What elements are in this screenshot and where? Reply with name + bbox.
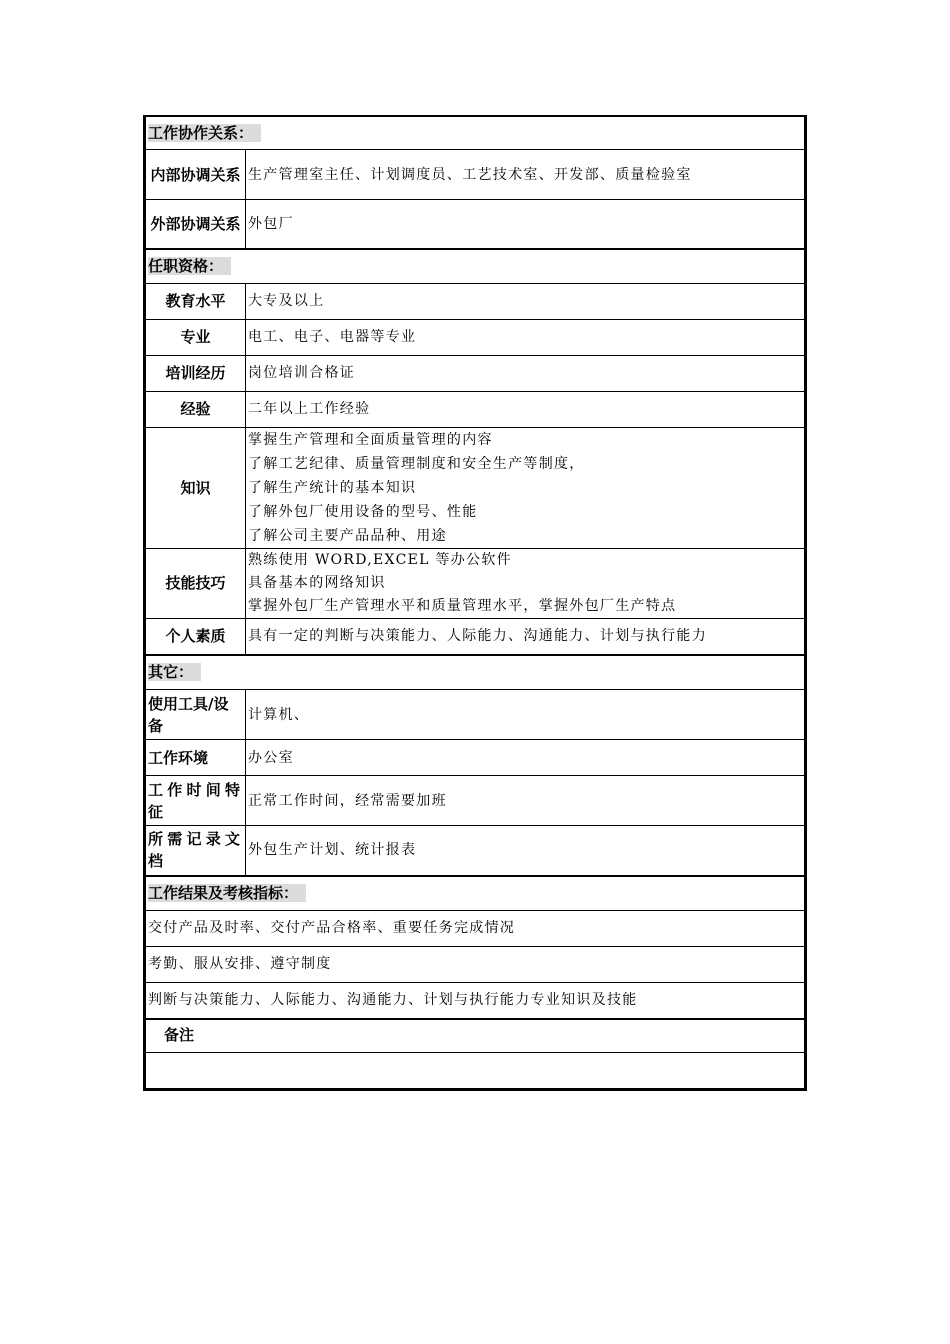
- field-label: 工作时间特征: [146, 776, 246, 826]
- result-row: [146, 982, 805, 1019]
- field-label: 所需记录文档: [146, 826, 246, 876]
- row-work-time: [146, 776, 805, 826]
- result-text: 判断与决策能力、人际能力、沟通能力、计划与执行能力专业知识及技能: [146, 982, 805, 1019]
- notes-row: [146, 1052, 805, 1088]
- field-value: 计算机、: [246, 690, 805, 740]
- knowledge-line: 掌握生产管理和全面质量管理的内容: [248, 431, 493, 448]
- skills-line: 熟练使用 WORD,EXCEL 等办公软件: [248, 551, 512, 568]
- field-label: 培训经历: [146, 355, 246, 391]
- row-skills: [146, 548, 805, 618]
- field-value: 具有一定的判断与决策能力、人际能力、沟通能力、计划与执行能力: [246, 618, 805, 655]
- section-header-results: [146, 876, 805, 911]
- field-label: 技能技巧: [146, 548, 246, 618]
- section-title: 任职资格：: [148, 257, 231, 275]
- field-value: 生产管理室主任、计划调度员、工艺技术室、开发部、质量检验室: [246, 150, 805, 200]
- skills-line: 具备基本的网络知识: [248, 574, 386, 591]
- notes-value: [146, 1052, 805, 1088]
- row-environment: [146, 740, 805, 776]
- row-training: [146, 355, 805, 391]
- field-label: 个人素质: [146, 618, 246, 655]
- field-label: 外部协调关系: [146, 200, 246, 249]
- section-header-other: [146, 655, 805, 690]
- result-text: 交付产品及时率、交付产品合格率、重要任务完成情况: [146, 910, 805, 946]
- job-description-table: [143, 115, 807, 1091]
- row-records: [146, 826, 805, 876]
- field-value: 大专及以上: [246, 283, 805, 319]
- row-major: [146, 319, 805, 355]
- section-title: 其它：: [148, 663, 201, 681]
- result-row: [146, 910, 805, 946]
- field-value: 办公室: [246, 740, 805, 776]
- row-tools: [146, 690, 805, 740]
- skills-line: 掌握外包厂生产管理水平和质量管理水平，掌握外包厂生产特点: [248, 597, 677, 614]
- result-text: 考勤、服从安排、遵守制度: [146, 946, 805, 982]
- field-value: 正常工作时间，经常需要加班: [246, 776, 805, 826]
- result-row: [146, 946, 805, 982]
- field-value: 岗位培训合格证: [246, 355, 805, 391]
- section-title: 工作协作关系：: [148, 124, 261, 142]
- section-header-notes: [146, 1019, 805, 1053]
- field-label: 工作环境: [146, 740, 246, 776]
- knowledge-line: 了解工艺纪律、质量管理制度和安全生产等制度，: [248, 455, 585, 472]
- row-external: [146, 200, 805, 249]
- field-value: 电工、电子、电器等专业: [246, 319, 805, 355]
- knowledge-line: 了解公司主要产品品种、用途: [248, 527, 447, 544]
- notes-title: 备注: [146, 1019, 805, 1053]
- field-label: 经验: [146, 391, 246, 427]
- knowledge-line: 了解生产统计的基本知识: [248, 479, 417, 496]
- row-knowledge: [146, 427, 805, 548]
- section-header-coop: [146, 117, 805, 150]
- field-value: [246, 548, 805, 618]
- field-label: 知识: [146, 427, 246, 548]
- field-value: 二年以上工作经验: [246, 391, 805, 427]
- section-header-qual: [146, 249, 805, 284]
- section-title: 工作结果及考核指标：: [148, 884, 306, 902]
- row-personal: [146, 618, 805, 655]
- field-label: 专业: [146, 319, 246, 355]
- field-value: 外包厂: [246, 200, 805, 249]
- field-value: 外包生产计划、统计报表: [246, 826, 805, 876]
- field-value: [246, 427, 805, 548]
- row-internal: [146, 150, 805, 200]
- field-label: 教育水平: [146, 283, 246, 319]
- field-label: 使用工具/设备: [146, 690, 246, 740]
- row-experience: [146, 391, 805, 427]
- knowledge-line: 了解外包厂使用设备的型号、性能: [248, 503, 478, 520]
- row-education: [146, 283, 805, 319]
- field-label: 内部协调关系: [146, 150, 246, 200]
